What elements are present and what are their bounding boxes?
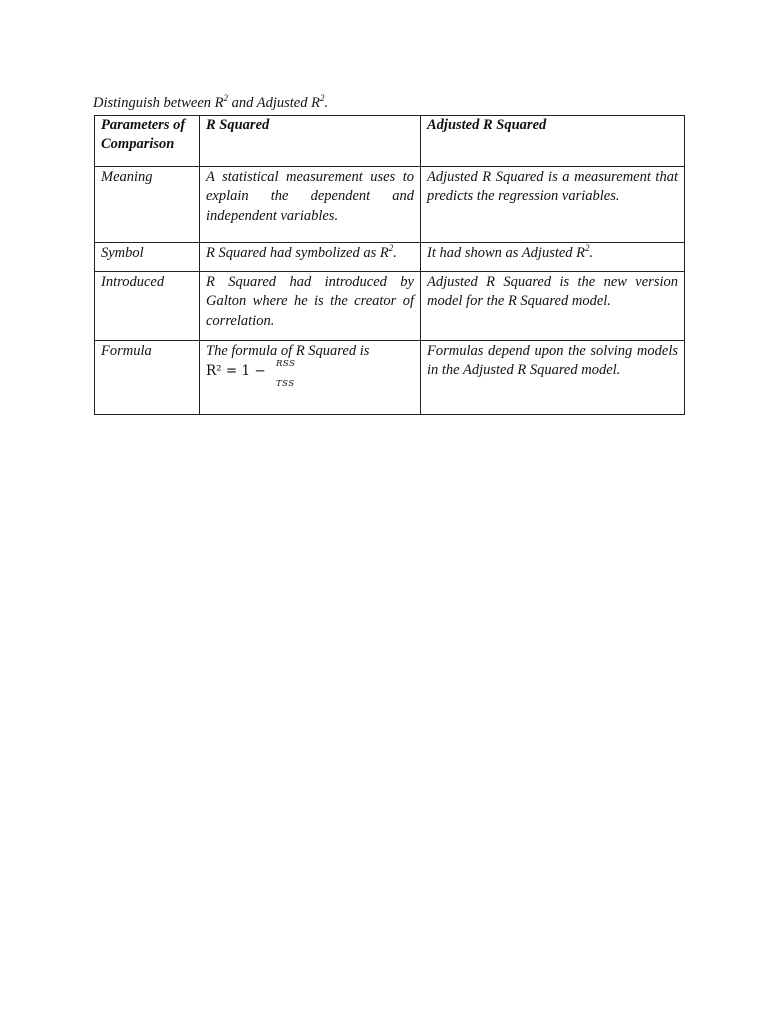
formula-denominator: TSS bbox=[276, 379, 295, 390]
cell-text: . bbox=[393, 245, 397, 261]
formula-numerator: RSS bbox=[276, 359, 296, 370]
symbol-r-squared bbox=[200, 243, 421, 272]
title-superscript: 2 bbox=[319, 93, 325, 104]
meaning-r-squared: A statistical measurement uses to explain the dependent and independent variables. bbox=[200, 167, 421, 243]
row-label-symbol: Symbol bbox=[95, 243, 200, 272]
table-row bbox=[95, 167, 685, 243]
row-label-introduced: Introduced bbox=[95, 272, 200, 341]
comparison-table bbox=[94, 115, 685, 415]
title-superscript: 2 bbox=[223, 93, 228, 104]
header-parameters: Parameters of Comparison bbox=[95, 116, 200, 167]
row-label-formula: Formula bbox=[95, 341, 200, 415]
table-row bbox=[95, 272, 685, 341]
formula-equation bbox=[206, 359, 414, 392]
formula-lhs: R² = 1 − bbox=[206, 363, 266, 380]
introduced-r-squared: R Squared had introduced by Galton where he is the creator of correlation. bbox=[200, 272, 421, 341]
introduced-adjusted: Adjusted R Squared is the new version model for the R Squared model. bbox=[421, 272, 685, 341]
cell-superscript: 2 bbox=[388, 243, 394, 254]
title-text: and Adjusted R bbox=[228, 95, 320, 111]
header-adjusted-r-squared: Adjusted R Squared bbox=[421, 116, 685, 167]
title-text: . bbox=[324, 95, 329, 111]
formula-r-squared bbox=[200, 341, 421, 415]
formula-text: The formula of R Squared is bbox=[206, 343, 370, 359]
table-row bbox=[95, 341, 685, 415]
header-r-squared: R Squared bbox=[200, 116, 421, 167]
page-title bbox=[93, 93, 328, 113]
row-label-meaning: Meaning bbox=[95, 167, 200, 243]
formula-adjusted: Formulas depend upon the solving models in the Adjusted R Squared model. bbox=[421, 341, 685, 415]
cell-text: It had shown as Adjusted R bbox=[427, 245, 586, 261]
symbol-adjusted bbox=[421, 243, 685, 272]
title-text: Distinguish between R bbox=[93, 95, 224, 111]
meaning-adjusted: Adjusted R Squared is a measurement that predicts the regression variables. bbox=[421, 167, 685, 243]
cell-superscript: 2 bbox=[585, 243, 590, 254]
table-header-row bbox=[95, 116, 685, 167]
table-row bbox=[95, 243, 685, 272]
cell-text: R Squared had symbolized as R bbox=[206, 245, 389, 261]
cell-text: . bbox=[589, 245, 594, 261]
